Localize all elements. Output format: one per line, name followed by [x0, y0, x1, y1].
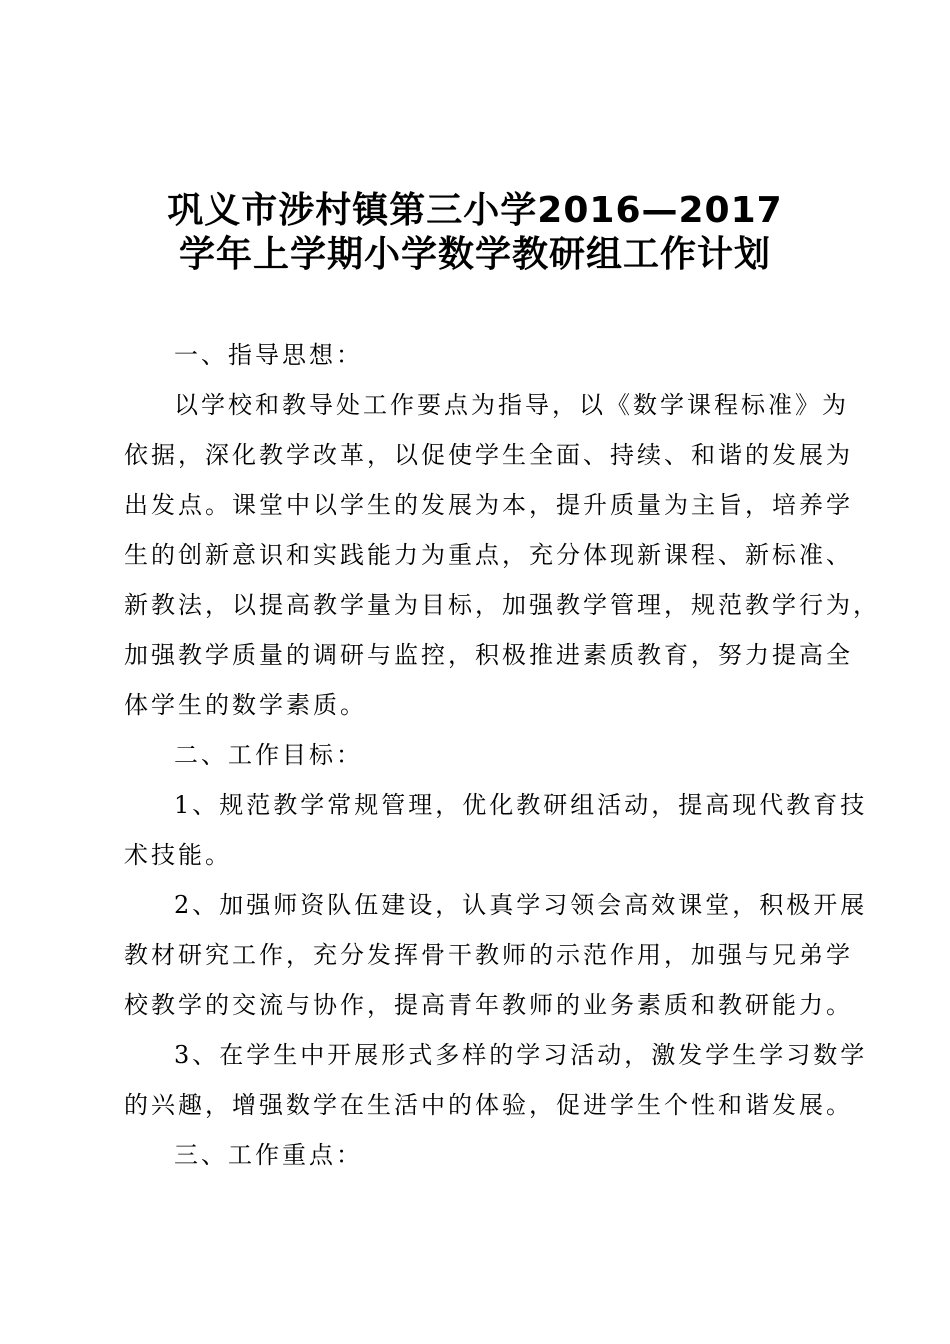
section-heading-guiding-ideology: 一、指导思想： — [174, 341, 363, 369]
document-body — [124, 330, 880, 1180]
paragraph-line: 以学校和教导处工作要点为指导，以《数学课程标准》为 — [174, 391, 849, 419]
paragraph-line: 体学生的数学素质。 — [124, 691, 367, 719]
paragraph-line: 生的创新意识和实践能力为重点，充分体现新课程、新标准、 — [124, 541, 853, 569]
paragraph-line: 校教学的交流与协作，提高青年教师的业务素质和教研能力。 — [124, 991, 853, 1019]
paragraph-line: 教材研究工作，充分发挥骨干教师的示范作用，加强与兄弟学 — [124, 941, 853, 969]
paragraph-line: 新教法，以提高教学量为目标，加强教学管理，规范教学行为， — [124, 591, 880, 619]
document-title-line-2: 学年上学期小学数学教研组工作计划 — [178, 234, 771, 275]
paragraph-line: 的兴趣，增强数学在生活中的体验，促进学生个性和谐发展。 — [124, 1091, 853, 1119]
paragraph-line: 1、规范教学常规管理，优化教研组活动，提高现代教育技 — [174, 791, 868, 819]
section-heading-work-focus: 三、工作重点： — [174, 1141, 363, 1169]
paragraph-line: 术技能。 — [124, 841, 232, 869]
paragraph-line: 3、在学生中开展形式多样的学习活动，激发学生学习数学 — [174, 1041, 868, 1069]
paragraph-line: 依据，深化教学改革，以促使学生全面、持续、和谐的发展为 — [124, 441, 853, 469]
paragraph-line: 2、加强师资队伍建设，认真学习领会高效课堂，积极开展 — [174, 891, 868, 919]
paragraph-line: 出发点。课堂中以学生的发展为本，提升质量为主旨，培养学 — [124, 491, 853, 519]
document-title-line-1: 巩义市涉村镇第三小学2016—2017 — [167, 190, 783, 231]
section-heading-work-goals: 二、工作目标： — [174, 741, 363, 769]
paragraph-line: 加强教学质量的调研与监控，积极推进素质教育，努力提高全 — [124, 641, 853, 669]
